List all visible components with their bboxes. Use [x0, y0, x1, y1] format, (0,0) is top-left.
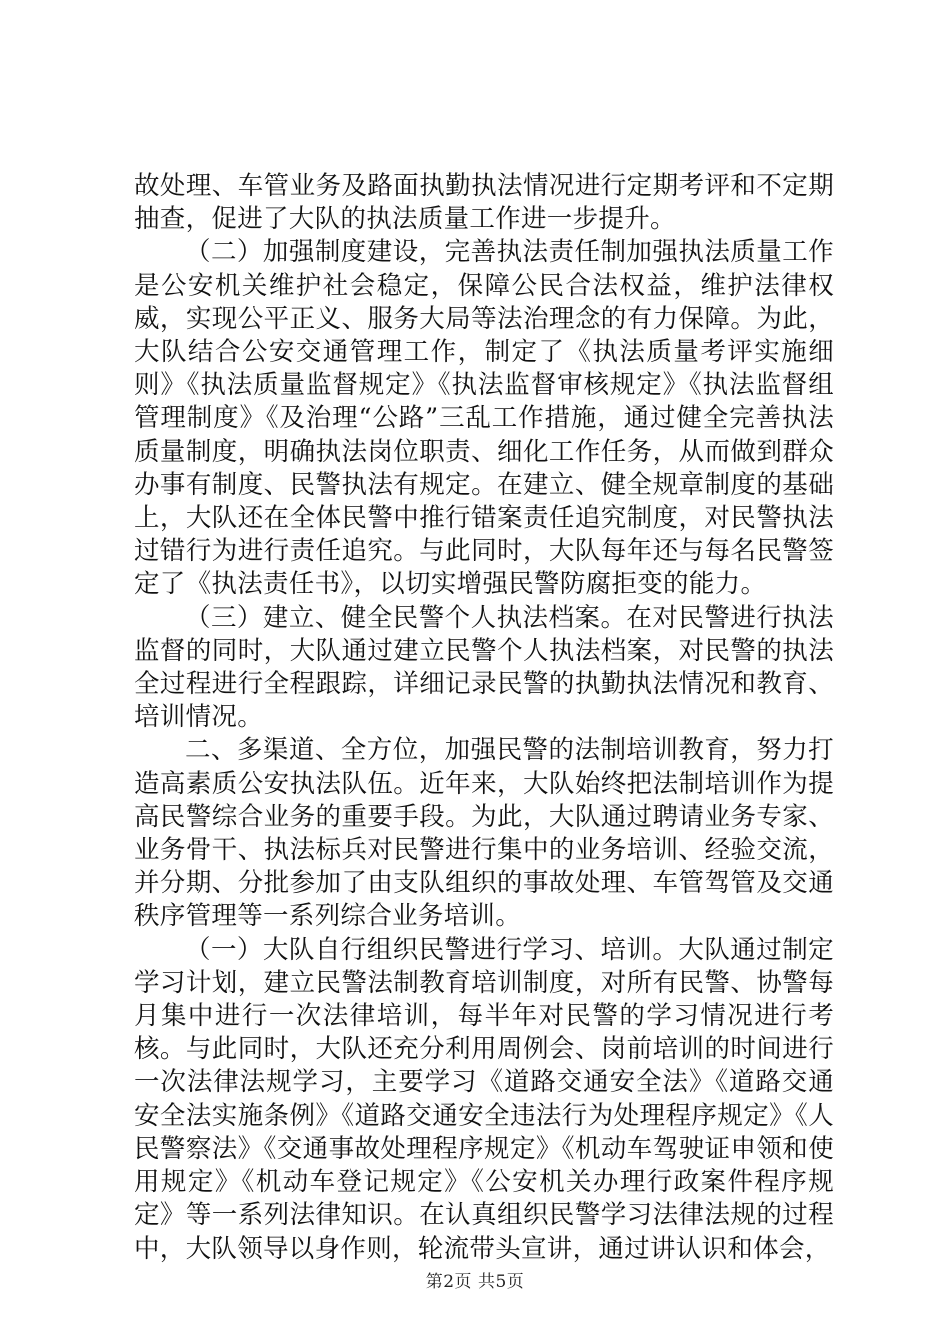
paragraph-5: （一）大队自行组织民警进行学习、培训。大队通过制定学习计划，建立民警法制教育培训制度，对所有民警、协警每月集中进行一次法律培训，每半年对民警的学习情况进行考核。与此同时，大队还充分利用周例会、岗前培训的时间进行一次法律法规学习，主要学习《道路交通安全法》《道路交通安全法实施条例》《道路交通安全违法行为处理程序规定》《人民警察法》《交通事故处理程序规定》《机动车驾驶证申领和使用规定》《机动车登记规定》《公安机关办理行政案件程序规定》等一系列法律知识。在认真组织民警学习法律法规的过程中，大队领导以身作则，轮流带头宣讲，通过讲认识和体会， — [134, 934, 834, 1264]
paragraph-4: 二、多渠道、全方位，加强民警的法制培训教育，努力打造高素质公安执法队伍。近年来，大队始终把法制培训作为提高民警综合业务的重要手段。为此，大队通过聘请业务专家、业务骨干、执法标兵对民警进行集中的业务培训、经验交流，并分期、分批参加了由支队组织的事故处理、车管驾管及交通秩序管理等一系列综合业务培训。 — [134, 735, 834, 932]
paragraph-2: （二）加强制度建设，完善执法责任制加强执法质量工作是公安机关维护社会稳定，保障公民合法权益，维护法律权威，实现公平正义、服务大局等法治理念的有力保障。为此，大队结合公安交通管理工作，制定了《执法质量考评实施细则》《执法质量监督规定》《执法监督审核规定》《执法监督组管理制度》《及治理“公路”三乱工作措施，通过健全完善执法质量制度，明确执法岗位职责、细化工作任务，从而做到群众办事有制度、民警执法有规定。在建立、健全规章制度的基础上，大队还在全体民警中推行错案责任追究制度，对民警执法过错行为进行责任追究。与此同时，大队每年还与每名民警签定了《执法责任书》，以切实增强民警防腐拒变的能力。 — [134, 237, 834, 600]
paragraph-3: （三）建立、健全民警个人执法档案。在对民警进行执法监督的同时，大队通过建立民警个人执法档案，对民警的执法全过程进行全程跟踪，详细记录民警的执勤执法情况和教育、培训情况。 — [134, 602, 834, 733]
document-body — [134, 170, 834, 1266]
paragraph-1: 故处理、车管业务及路面执勤执法情况进行定期考评和不定期抽查，促进了大队的执法质量工作进一步提升。 — [134, 171, 834, 235]
page-footer: 第2页 共5页 — [425, 1272, 525, 1292]
